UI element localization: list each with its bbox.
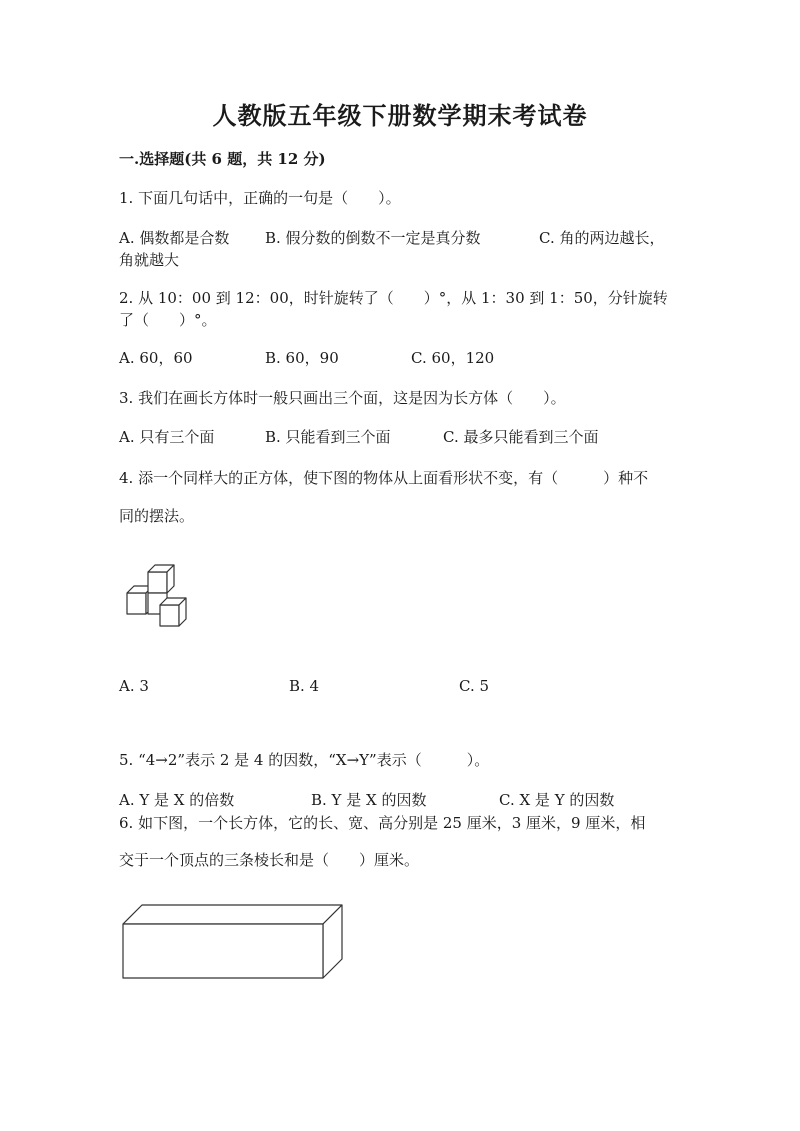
question-2-option-b: B. 60，90	[265, 349, 339, 367]
question-3-option-c: C. 最多只能看到三个面	[443, 428, 599, 446]
question-2-option-a: A. 60，60	[119, 349, 193, 367]
question-5-option-a: A. Y 是 X 的倍数	[119, 791, 235, 809]
cuboid-figure	[118, 900, 350, 984]
question-3-option-a: A. 只有三个面	[119, 428, 215, 446]
question-4-text-continued: 同的摆法。	[119, 507, 195, 525]
question-4-option-b: B. 4	[289, 677, 320, 695]
question-2-option-c: C. 60，120	[411, 349, 495, 367]
question-4-option-c: C. 5	[459, 677, 490, 695]
question-1-option-c: C. 角的两边越长，	[539, 229, 665, 247]
question-4-option-a: A. 3	[119, 677, 149, 695]
cube-stack-figure	[120, 560, 210, 632]
question-3-text: 3. 我们在画长方体时一般只画出三个面，这是因为长方体（ ）。	[119, 389, 566, 407]
question-2-text-continued: 了（ ）°。	[119, 311, 217, 329]
question-1-text: 1. 下面几句话中，正确的一句是（ ）。	[119, 189, 401, 207]
question-6-text-continued: 交于一个顶点的三条棱长和是（ ）厘米。	[119, 851, 420, 869]
question-5-option-b: B. Y 是 X 的因数	[311, 791, 427, 809]
question-1-option-a: A. 偶数都是合数	[119, 229, 230, 247]
question-5-text: 5. “4→2”表示 2 是 4 的因数，“X→Y”表示（ ）。	[119, 751, 490, 769]
question-6-text: 6. 如下图，一个长方体，它的长、宽、高分别是 25 厘米，3 厘米，9 厘米，相	[119, 814, 646, 832]
question-1-option-c-continued: 角就越大	[119, 251, 180, 269]
section-heading: 一.选择题(共 6 题，共 12 分)	[119, 150, 326, 168]
question-3-option-b: B. 只能看到三个面	[265, 428, 391, 446]
question-5-option-c: C. X 是 Y 的因数	[499, 791, 615, 809]
question-4-text: 4. 添一个同样大的正方体，使下图的物体从上面看形状不变，有（ ）种不	[119, 469, 649, 487]
question-1-option-b: B. 假分数的倒数不一定是真分数	[265, 229, 481, 247]
question-2-text: 2. 从 10：00 到 12：00，时针旋转了（ ）°，从 1：30 到 1：50，分针旋转	[119, 289, 668, 307]
exam-title: 人教版五年级下册数学期末考试卷	[212, 101, 588, 130]
